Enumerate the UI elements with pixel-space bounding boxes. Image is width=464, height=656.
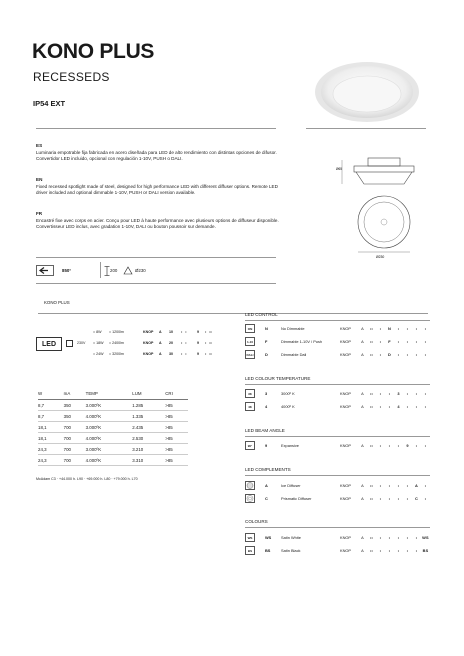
- dimmer-icon: 1-10: [245, 337, 255, 346]
- table-row: 24,3 700 4.000ºK 3.310 >85: [38, 455, 188, 466]
- lang-es: ES: [36, 143, 43, 148]
- technical-drawing: [334, 152, 434, 262]
- prismatic-diffuser-icon: [245, 494, 255, 503]
- voltage-text: 230V: [77, 341, 86, 345]
- cutout-value: Ø230: [135, 268, 146, 273]
- colour-temp-heading: LED COLOUR TEMPERATURE: [245, 376, 311, 381]
- dim-diameter-text: Ø230: [376, 255, 385, 259]
- complement-row: A Ice Diffuser KNOP A •• • • • • A •: [245, 481, 435, 492]
- ip-rating: IP54 EXT: [33, 99, 66, 108]
- spec-table: [38, 390, 188, 466]
- table-row: 8,7 350 4.000ºK 1.335 >85: [38, 411, 188, 422]
- section-label: KONO PLUS: [44, 300, 70, 305]
- driver-icon: [66, 340, 73, 347]
- lang-en: EN: [36, 177, 43, 182]
- satin-black-swatch: BS: [245, 546, 255, 555]
- beam-angle-row: 90° 9 Expansive KNOP A •• • • • 9 • •: [245, 441, 435, 452]
- led-control-heading: LED CONTROL: [245, 312, 278, 317]
- colour-row: WS WS Satin White KNOP A •• • • • • • WS: [245, 533, 435, 544]
- beam-angle-heading: LED BEAM ANGLE: [245, 428, 285, 433]
- temp-3k-icon: 3K: [245, 389, 255, 398]
- page-subtitle: RECESSEDS: [33, 70, 110, 84]
- led-control-row: DALI D Dimmable Dali KNOP A •• • D • • • •: [246, 352, 427, 357]
- description-fr: Encastré fixe avec corps en acier. Conçu pour LED à haute performance avec plusieurs options de diffuseur disponible. Convertisseur LED inclus, avec gradation 1-10V, DALI ou bouton poussoir sur demande.: [36, 218, 279, 230]
- product-photo: [312, 56, 422, 126]
- table-header-row: W mA TEMP LUM CRI: [38, 390, 188, 400]
- colours-heading: COLOURS: [245, 519, 268, 524]
- led-options: [93, 328, 223, 361]
- complements-heading: LED COMPLEMENTS: [245, 467, 291, 472]
- table-row: 18,1 700 4.000ºK 2.530 >85: [38, 433, 188, 444]
- led-option-row: = 8W = 1200lm KNOP A 10 • • 9 • ••: [93, 330, 212, 334]
- description-es: Luminaria empotrable fija fabricada en acero diseñada para LED de alto rendimiento con distintas opciones de difusor. Convertidor LED incluido, opcional con regulación 1-10V, PUSH o DALI.: [36, 150, 277, 162]
- complement-row: C Prismatic Diffuser KNOP A •• • • • • C •: [245, 494, 435, 505]
- colour-row: BS BS Satin Black KNOP A •• • • • • • BS: [245, 546, 435, 557]
- angle-value: 850°: [62, 268, 72, 273]
- colour-temp-row: 4K 4 4000º K KNOP A •• • • 4 • • •: [245, 402, 435, 413]
- temp-4k-icon: 4K: [245, 402, 255, 411]
- height-value: 200: [110, 268, 118, 273]
- led-badge: LED: [36, 337, 62, 351]
- dim-height-text: Ø65: [336, 167, 343, 171]
- colour-temp-row: 3K 3 3000º K KNOP A •• • • 3 • • •: [245, 389, 435, 400]
- table-footnote: McAdam C3 · +44.000 h. L90 · +69.000 h. L80 · +79.000 h. L70: [36, 477, 138, 481]
- lang-fr: FR: [36, 211, 43, 216]
- led-option-row: = 18W = 2400lm KNOP A 20 • • 9 • ••: [93, 341, 212, 345]
- ice-diffuser-icon: [245, 481, 255, 490]
- table-row: 24,3 700 3.000ºK 3.210 >85: [38, 444, 188, 455]
- page-title: KONO PLUS: [32, 40, 155, 63]
- description-en: Fixed recessed spotlight made of steel, designed for high performance LED with different diffuser options. Remote LED driver included and optional dimmable 1-10V, PUSH or DALI version available.: [36, 184, 278, 196]
- on-off-icon: ON: [245, 324, 255, 333]
- satin-white-swatch: WS: [245, 533, 255, 542]
- led-control-row: ON N No Dimmable KNOP A •• • N • • • •: [245, 324, 435, 335]
- led-option-row: = 24W = 3200lm KNOP A 30 • • 9 • ••: [93, 352, 212, 356]
- table-row: 18,1 700 3.000ºK 2.435 >85: [38, 422, 188, 433]
- recessed-mount-icon: [36, 265, 54, 276]
- table-row: 8,7 350 3.000ºK 1.285 >85: [38, 400, 188, 411]
- beam-angle-icon: 90°: [245, 441, 255, 450]
- led-control-row: 1-10 F Dimmable 1-10V / Push KNOP A •• • F • • • •: [246, 339, 427, 344]
- dali-icon: DALI: [245, 350, 255, 359]
- cutout-icon: [123, 266, 133, 275]
